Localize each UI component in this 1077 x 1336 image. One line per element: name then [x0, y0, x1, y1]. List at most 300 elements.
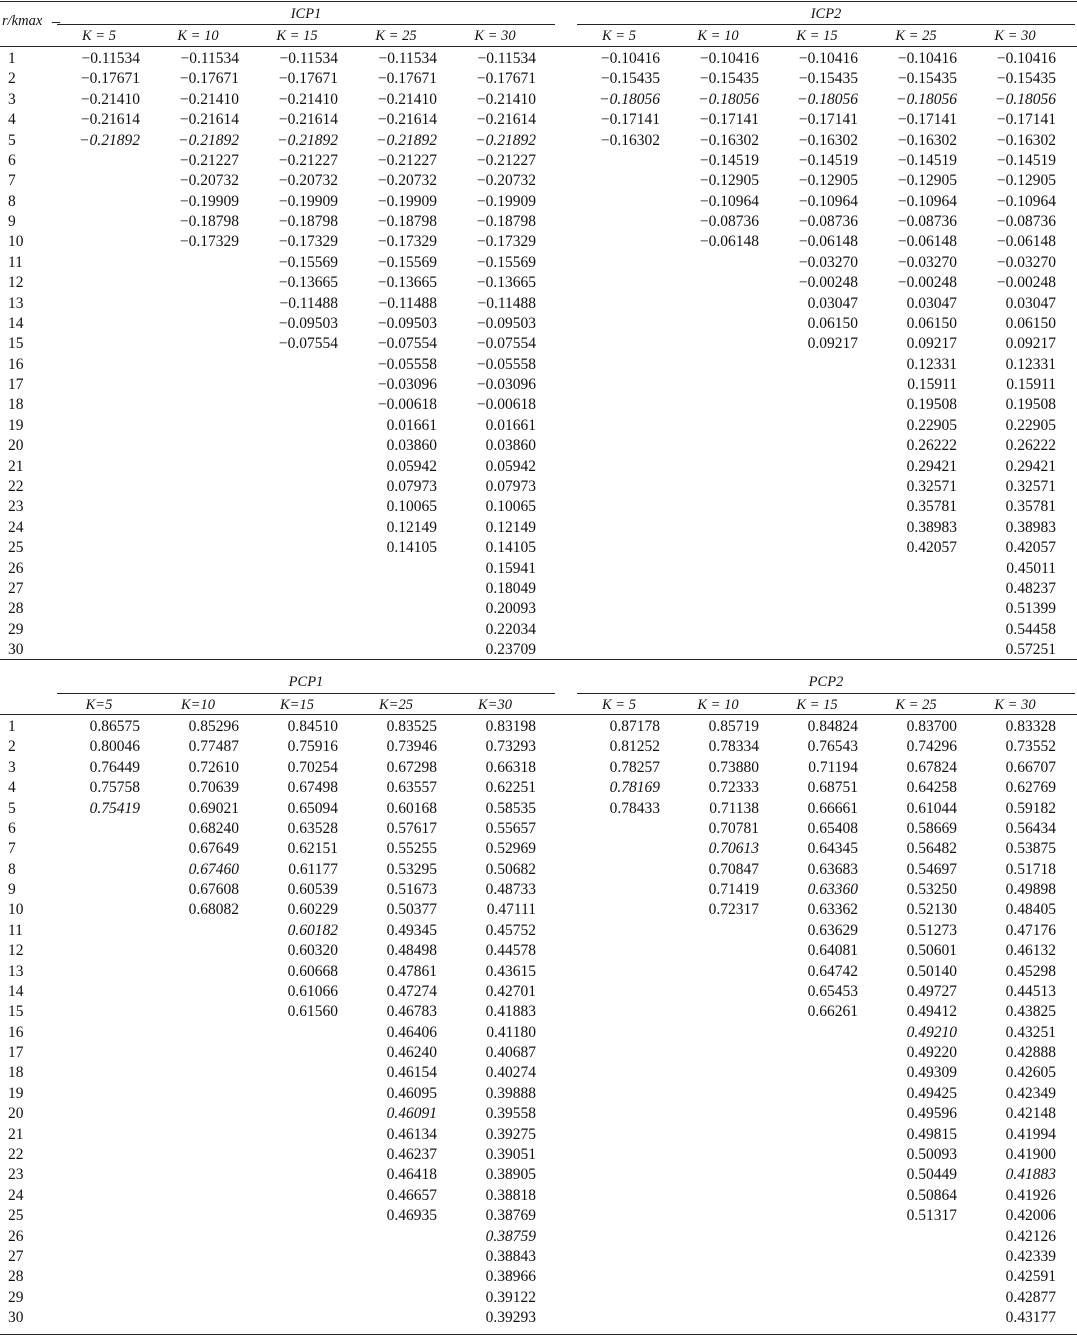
table-cell: 0.87178: [609, 718, 660, 735]
table-cell: 0.39122: [485, 1288, 536, 1306]
table-cell: −0.17141: [600, 111, 660, 129]
table-cell: 0.60668: [287, 962, 338, 980]
table-cell: 0.59182: [1005, 799, 1056, 817]
table-cell: 0.09217: [1005, 335, 1056, 353]
table-cell: 0.35781: [1005, 498, 1056, 516]
table-cell: −0.10964: [897, 192, 957, 210]
table-cell: −0.13665: [377, 274, 437, 292]
group-rule: [57, 693, 555, 694]
table-cell: −0.18056: [896, 90, 957, 108]
table-cell: 0.05942: [386, 457, 437, 475]
table-cell: 0.51317: [906, 1207, 957, 1225]
table-cell: −0.21892: [475, 131, 536, 149]
table-cell: 0.10065: [485, 498, 536, 516]
table-cell: −0.05558: [476, 355, 536, 373]
row-number: 6: [8, 819, 16, 837]
column-header: K = 5: [82, 28, 116, 44]
table-cell: −0.18798: [377, 213, 437, 231]
table-cell: 0.10065: [386, 498, 437, 516]
table-cell: −0.16302: [699, 131, 759, 149]
row-number: 22: [8, 477, 24, 495]
table-cell: 0.05942: [485, 457, 536, 475]
table-cell: 0.01661: [386, 416, 437, 434]
table-cell: 0.38983: [906, 518, 957, 536]
table-cell: 0.75916: [287, 738, 338, 756]
table-cell: 0.70781: [708, 819, 759, 837]
table-cell: 0.74296: [906, 738, 957, 756]
table-cell: 0.46418: [386, 1166, 437, 1184]
table-cell: 0.12331: [906, 355, 957, 373]
table-cell: −0.00248: [996, 274, 1056, 292]
table-cell: 0.46134: [386, 1125, 437, 1143]
table-cell: −0.14519: [996, 151, 1056, 169]
table-cell: −0.03270: [996, 253, 1056, 271]
row-number: 9: [8, 881, 16, 899]
row-number: 16: [8, 1023, 24, 1041]
table-cell: −0.21614: [377, 111, 437, 129]
row-number: 19: [8, 416, 24, 434]
table-cell: 0.71194: [808, 758, 858, 776]
table-cell: 0.42877: [1005, 1288, 1056, 1306]
table-cell: −0.08736: [699, 213, 759, 231]
table-cell: 0.09217: [906, 335, 957, 353]
table-cell: −0.12905: [996, 172, 1056, 190]
table-cell: 0.38843: [485, 1247, 536, 1265]
table-cell: 0.32571: [1005, 477, 1056, 495]
table-cell: 0.48405: [1005, 901, 1056, 919]
table-cell: −0.21614: [80, 111, 140, 129]
table-cell: −0.15569: [278, 253, 338, 271]
table-cell: 0.49210: [906, 1023, 957, 1041]
table-cell: 0.61177: [288, 860, 338, 878]
table-cell: 0.60320: [287, 942, 338, 960]
row-number: 4: [8, 779, 16, 797]
table-cell: −0.06148: [996, 233, 1056, 251]
table-cell: 0.49345: [386, 921, 437, 939]
row-number: 12: [8, 942, 24, 960]
table-cell: 0.46237: [386, 1145, 437, 1163]
table-cell: 0.61066: [287, 982, 338, 1000]
table-cell: −0.06148: [798, 233, 858, 251]
table-cell: −0.11534: [477, 50, 536, 67]
table-cell: 0.61560: [287, 1003, 338, 1021]
row-number: 21: [8, 1125, 24, 1143]
row-number: 22: [8, 1145, 24, 1163]
table-cell: −0.17671: [377, 70, 437, 88]
row-number: 17: [8, 1044, 24, 1062]
table-cell: 0.38966: [485, 1268, 536, 1286]
table-cell: 0.03047: [906, 294, 957, 312]
row-number: 18: [8, 1064, 24, 1082]
table-cell: 0.45011: [1006, 559, 1056, 577]
table-cell: −0.19909: [179, 192, 239, 210]
table-cell: −0.06148: [897, 233, 957, 251]
table-cell: −0.19909: [278, 192, 338, 210]
table-cell: 0.71419: [708, 881, 759, 899]
table-cell: −0.09503: [377, 314, 437, 332]
table-cell: 0.48498: [386, 942, 437, 960]
table-cell: −0.21614: [179, 111, 239, 129]
row-number: 10: [8, 233, 24, 251]
column-header: K = 15: [276, 28, 318, 44]
table-cell: 0.73946: [386, 738, 437, 756]
table-cell: −0.14519: [897, 151, 957, 169]
table-cell: 0.46154: [386, 1064, 437, 1082]
table-cell: 0.63360: [807, 881, 858, 899]
group-title-pcp2: PCP2: [808, 674, 844, 690]
row-number: 6: [8, 151, 16, 169]
table-cell: −0.00248: [897, 274, 957, 292]
table-cell: 0.64345: [807, 840, 858, 858]
table-cell: 0.22034: [485, 620, 536, 638]
table-cell: 0.64258: [906, 779, 957, 797]
group-title-icp2: ICP2: [810, 6, 842, 22]
table-cell: 0.63683: [807, 860, 858, 878]
column-header: K = 30: [474, 28, 516, 44]
group-rule: [577, 24, 1075, 25]
table-cell: 0.42888: [1005, 1044, 1056, 1062]
table-cell: −0.17329: [476, 233, 536, 251]
row-number: 11: [8, 921, 23, 939]
table-cell: −0.15435: [897, 70, 957, 88]
table-cell: 0.49898: [1005, 881, 1056, 899]
table-cell: −0.21410: [377, 90, 437, 108]
table-cell: 0.15911: [907, 376, 957, 394]
table-cell: 0.64081: [807, 942, 858, 960]
table-cell: 0.29421: [1005, 457, 1056, 475]
table-cell: −0.16302: [897, 131, 957, 149]
table-cell: 0.38769: [485, 1207, 536, 1225]
table-cell: −0.21892: [277, 131, 338, 149]
table-cell: 0.52130: [906, 901, 957, 919]
table-cell: −0.10416: [996, 50, 1056, 67]
row-number: 25: [8, 1207, 24, 1225]
table-cell: 0.51673: [386, 881, 437, 899]
table-cell: 0.39888: [485, 1084, 536, 1102]
table-cell: −0.05558: [377, 355, 437, 373]
table-cell: 0.06150: [906, 314, 957, 332]
table-cell: −0.11488: [477, 294, 536, 312]
table-cell: 0.70613: [708, 840, 759, 858]
table-cell: 0.50449: [906, 1166, 957, 1184]
table-cell: 0.48237: [1005, 579, 1056, 597]
table-cell: 0.50864: [906, 1186, 957, 1204]
table-cell: 0.53295: [386, 860, 437, 878]
table-cell: 0.49727: [906, 982, 957, 1000]
table-cell: 0.46132: [1005, 942, 1056, 960]
table-cell: −0.17141: [798, 111, 858, 129]
table-cell: −0.16302: [600, 131, 660, 149]
row-number: 8: [8, 192, 16, 210]
table-cell: 0.54697: [906, 860, 957, 878]
table-cell: −0.17141: [996, 111, 1056, 129]
table-cell: 0.60182: [287, 921, 338, 939]
table-cell: −0.19909: [377, 192, 437, 210]
row-number: 29: [8, 1288, 24, 1306]
table-cell: 0.26222: [906, 437, 957, 455]
table-cell: 0.43825: [1005, 1003, 1056, 1021]
table-cell: 0.68082: [188, 901, 239, 919]
table-cell: −0.15435: [798, 70, 858, 88]
row-number: 15: [8, 335, 24, 353]
table-cell: 0.55657: [485, 819, 536, 837]
table-cell: −0.10964: [996, 192, 1056, 210]
column-header: K=30: [478, 697, 512, 713]
column-header: K=10: [181, 697, 215, 713]
table-cell: −0.18056: [599, 90, 660, 108]
table-cell: −0.16302: [996, 131, 1056, 149]
table-cell: 0.58535: [485, 799, 536, 817]
row-number: 29: [8, 620, 24, 638]
table-cell: 0.48733: [485, 881, 536, 899]
table-cell: 0.76449: [89, 758, 140, 776]
table-cell: 0.63557: [386, 779, 437, 797]
row-number: 20: [8, 1105, 24, 1123]
table-cell: −0.03270: [798, 253, 858, 271]
column-header: K = 25: [895, 697, 937, 713]
table-cell: −0.21227: [179, 151, 239, 169]
table-cell: 0.65094: [287, 799, 338, 817]
row-number: 2: [8, 70, 16, 88]
table-cell: 0.03860: [386, 437, 437, 455]
table-cell: 0.32571: [906, 477, 957, 495]
table-cell: −0.08736: [897, 213, 957, 231]
table-cell: −0.20732: [278, 172, 338, 190]
group-rule: [57, 24, 555, 25]
table-cell: −0.18798: [179, 213, 239, 231]
table-cell: 0.42701: [485, 982, 536, 1000]
table-cell: 0.50093: [906, 1145, 957, 1163]
table-cell: −0.15435: [699, 70, 759, 88]
table-cell: −0.03270: [897, 253, 957, 271]
table-cell: 0.83198: [485, 718, 536, 735]
row-number: 14: [8, 314, 24, 332]
table-cell: 0.62151: [287, 840, 338, 858]
table-cell: 0.42339: [1005, 1247, 1056, 1265]
table-cell: 0.03047: [807, 294, 858, 312]
table-cell: −0.06148: [699, 233, 759, 251]
table-cell: 0.46657: [386, 1186, 437, 1204]
table-cell: 0.03047: [1005, 294, 1056, 312]
table-cell: 0.46406: [386, 1023, 437, 1041]
row-number: 5: [8, 131, 16, 149]
table-cell: 0.81252: [609, 738, 660, 756]
table-cell: 0.45752: [485, 921, 536, 939]
table-cell: −0.18056: [797, 90, 858, 108]
table-cell: 0.44578: [485, 942, 536, 960]
table-cell: −0.15435: [996, 70, 1056, 88]
table-cell: 0.23709: [485, 641, 536, 659]
table-cell: 0.57617: [386, 819, 437, 837]
table-cell: −0.14519: [798, 151, 858, 169]
table-cell: −0.18798: [476, 213, 536, 231]
table-cell: −0.10416: [600, 50, 660, 67]
table-cell: 0.84510: [287, 718, 338, 735]
table-cell: 0.68751: [807, 779, 858, 797]
row-number: 1: [8, 718, 16, 735]
table-cell: 0.20093: [485, 600, 536, 618]
table-cell: 0.42057: [1005, 539, 1056, 557]
table-cell: 0.12331: [1005, 355, 1056, 373]
table-cell: −0.21892: [79, 131, 140, 149]
group-rule: [577, 693, 1075, 694]
table-cell: 0.50140: [906, 962, 957, 980]
header-rule: [0, 714, 1077, 715]
table-cell: 0.55255: [386, 840, 437, 858]
table-cell: −0.08736: [996, 213, 1056, 231]
row-number: 11: [8, 253, 23, 271]
table-cell: 0.49425: [906, 1084, 957, 1102]
table-cell: −0.21227: [476, 151, 536, 169]
table-cell: −0.13665: [476, 274, 536, 292]
table-cell: −0.17329: [179, 233, 239, 251]
row-number: 23: [8, 1166, 24, 1184]
table-cell: 0.67460: [188, 860, 239, 878]
table-cell: 0.41994: [1005, 1125, 1056, 1143]
column-header: K = 10: [697, 697, 739, 713]
table-cell: 0.39275: [485, 1125, 536, 1143]
table-cell: 0.19508: [906, 396, 957, 414]
row-number: 25: [8, 539, 24, 557]
table-cell: 0.22905: [1005, 416, 1056, 434]
column-header: K=15: [280, 697, 314, 713]
table-cell: 0.72333: [708, 779, 759, 797]
table-cell: 0.50377: [386, 901, 437, 919]
table-cell: 0.53250: [906, 881, 957, 899]
table-cell: 0.39293: [485, 1309, 536, 1327]
pcp-table: [0, 672, 1077, 1336]
table-cell: −0.10964: [699, 192, 759, 210]
table-cell: −0.19909: [476, 192, 536, 210]
table-cell: −0.10416: [897, 50, 957, 67]
row-number: 28: [8, 600, 24, 618]
table-cell: 0.67608: [188, 881, 239, 899]
table-cell: −0.00248: [798, 274, 858, 292]
table-cell: 0.35781: [906, 498, 957, 516]
table-cell: 0.52969: [485, 840, 536, 858]
table-cell: −0.00618: [476, 396, 536, 414]
table-cell: −0.11488: [279, 294, 338, 312]
table-cell: −0.15569: [476, 253, 536, 271]
column-header: K = 15: [796, 697, 838, 713]
table-cell: 0.67498: [287, 779, 338, 797]
bottom-rule: [0, 659, 1077, 660]
group-title-pcp1: PCP1: [288, 674, 324, 690]
table-cell: 0.42148: [1005, 1105, 1056, 1123]
table-cell: 0.70254: [287, 758, 338, 776]
table-cell: −0.11488: [378, 294, 437, 312]
column-header: K = 25: [895, 28, 937, 44]
table-cell: −0.16302: [798, 131, 858, 149]
table-cell: 0.49412: [906, 1003, 957, 1021]
table-cell: 0.46091: [386, 1105, 437, 1123]
table-cell: −0.21410: [80, 90, 140, 108]
table-cell: −0.18056: [698, 90, 759, 108]
table-cell: −0.21227: [377, 151, 437, 169]
table-cell: 0.41180: [486, 1023, 536, 1041]
table-cell: 0.66707: [1005, 758, 1056, 776]
table-cell: −0.21410: [278, 90, 338, 108]
table-cell: 0.22905: [906, 416, 957, 434]
table-cell: 0.73293: [485, 738, 536, 756]
column-header: K=5: [85, 697, 113, 713]
row-number: 14: [8, 982, 24, 1000]
row-number: 24: [8, 1186, 24, 1204]
row-number: 30: [8, 641, 24, 659]
row-number: 21: [8, 457, 24, 475]
table-cell: 0.58669: [906, 819, 957, 837]
table-cell: −0.17671: [476, 70, 536, 88]
table-cell: 0.43615: [485, 962, 536, 980]
table-cell: −0.14519: [699, 151, 759, 169]
row-number: 13: [8, 962, 24, 980]
table-cell: −0.18798: [278, 213, 338, 231]
table-cell: −0.21410: [179, 90, 239, 108]
table-cell: 0.83525: [386, 718, 437, 735]
table-cell: 0.62769: [1005, 779, 1056, 797]
table-cell: 0.73552: [1005, 738, 1056, 756]
table-cell: 0.63362: [807, 901, 858, 919]
column-header: K = 5: [602, 28, 636, 44]
table-cell: −0.12905: [897, 172, 957, 190]
column-header: K = 30: [994, 697, 1036, 713]
top-rule: [0, 1, 1077, 2]
table-cell: 0.49815: [906, 1125, 957, 1143]
table-cell: −0.11534: [180, 50, 239, 67]
table-cell: −0.20732: [476, 172, 536, 190]
row-number: 13: [8, 294, 24, 312]
row-number: 18: [8, 396, 24, 414]
row-number: 5: [8, 799, 16, 817]
table-cell: 0.44513: [1005, 982, 1056, 1000]
table-cell: 0.42591: [1005, 1268, 1056, 1286]
row-number: 7: [8, 172, 16, 190]
table-cell: 0.78169: [609, 779, 660, 797]
table-cell: 0.45298: [1005, 962, 1056, 980]
table-cell: 0.18049: [485, 579, 536, 597]
column-header: K = 5: [602, 697, 636, 713]
table-cell: 0.42349: [1005, 1084, 1056, 1102]
row-number: 9: [8, 213, 16, 231]
table-cell: −0.03096: [377, 376, 437, 394]
table-cell: 0.54458: [1005, 620, 1056, 638]
table-cell: −0.21227: [278, 151, 338, 169]
row-number: 26: [8, 559, 24, 577]
column-header: K = 10: [177, 28, 219, 44]
table-cell: −0.17671: [179, 70, 239, 88]
table-cell: −0.10416: [798, 50, 858, 67]
table-cell: 0.49220: [906, 1044, 957, 1062]
table-cell: −0.17329: [278, 233, 338, 251]
column-header: K = 25: [375, 28, 417, 44]
table-cell: 0.70847: [708, 860, 759, 878]
header-rule: [0, 46, 1077, 47]
table-cell: −0.17141: [699, 111, 759, 129]
table-cell: 0.50601: [906, 942, 957, 960]
table-cell: −0.07554: [377, 335, 437, 353]
table-cell: 0.84824: [807, 718, 858, 735]
table-cell: 0.51399: [1005, 600, 1056, 618]
table-cell: 0.77487: [188, 738, 239, 756]
table-cell: 0.40687: [485, 1044, 536, 1062]
row-number: 7: [8, 840, 16, 858]
table-cell: 0.47861: [386, 962, 437, 980]
row-number: 1: [8, 50, 16, 67]
table-cell: −0.12905: [699, 172, 759, 190]
table-cell: 0.41883: [1005, 1166, 1056, 1184]
table-cell: 0.67649: [188, 840, 239, 858]
table-cell: 0.57251: [1005, 641, 1056, 659]
